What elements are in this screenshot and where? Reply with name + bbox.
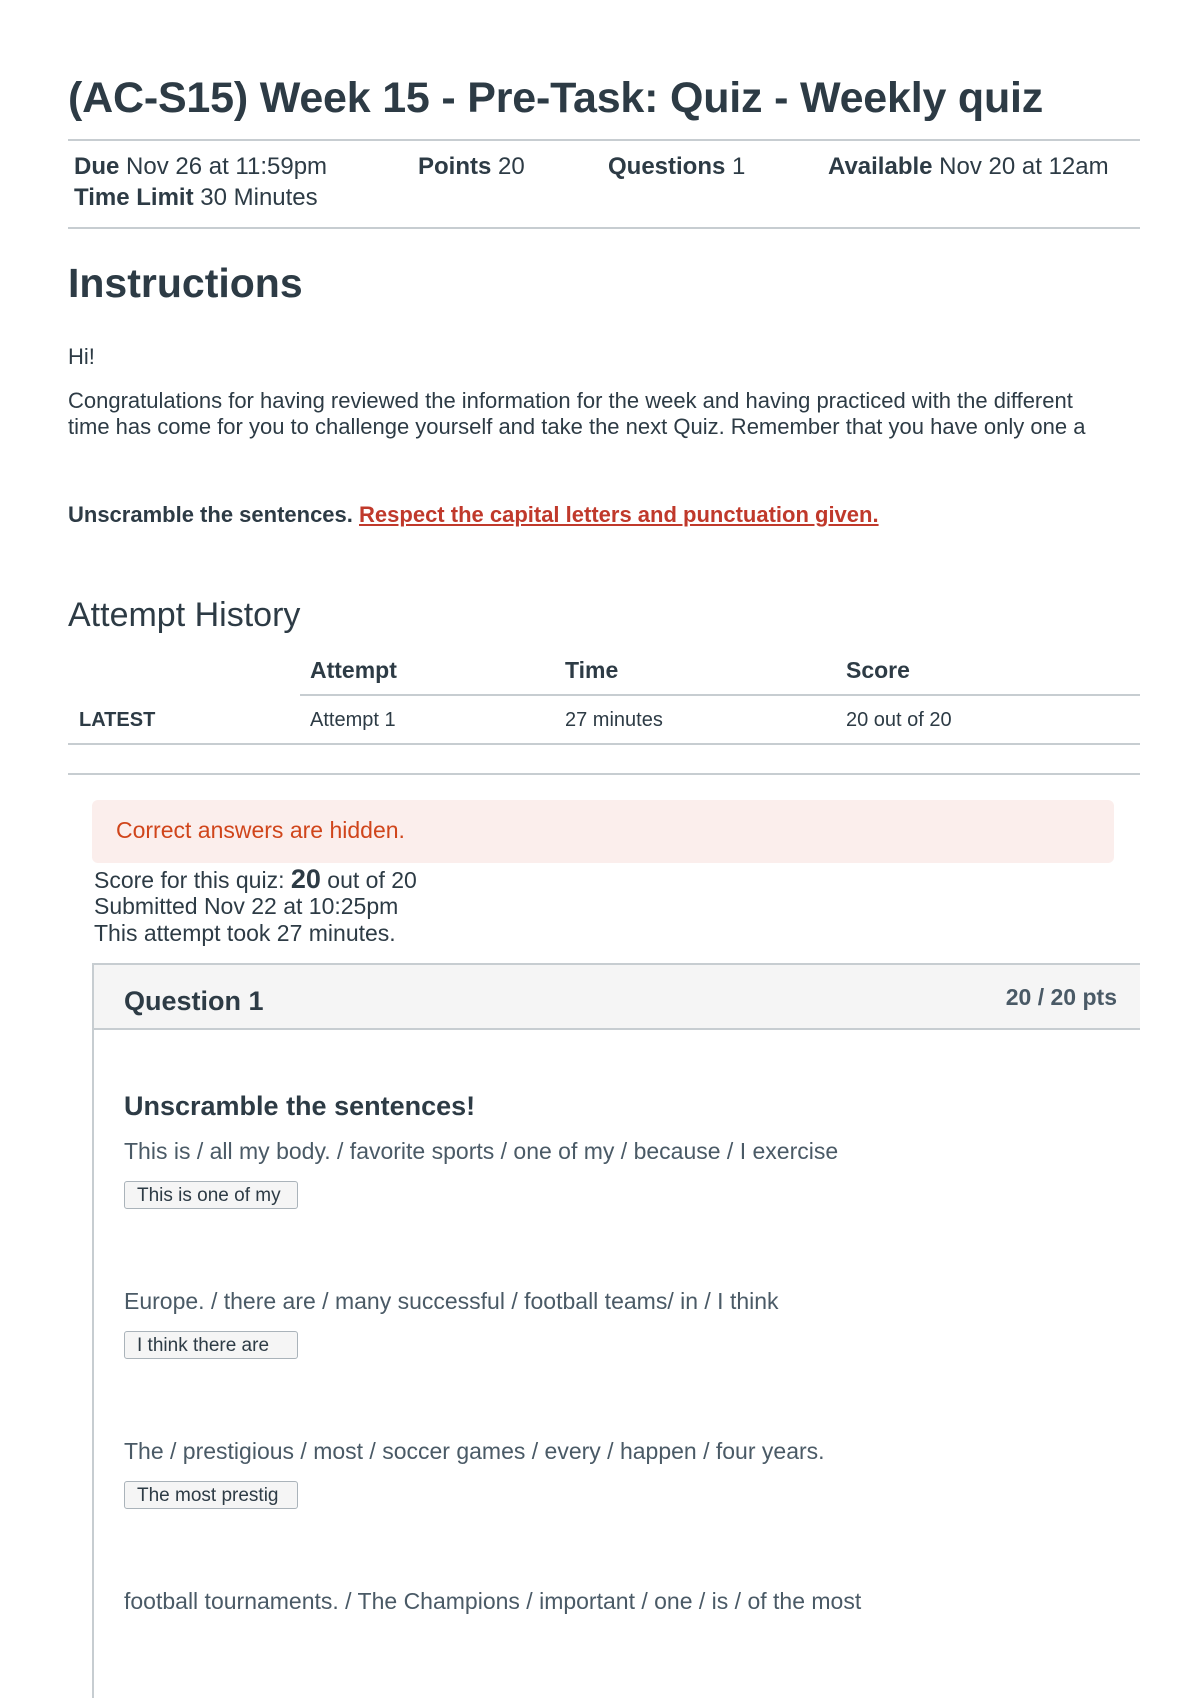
due-date: [74, 153, 327, 181]
column-header-attempt: Attempt: [310, 657, 397, 683]
attempt-duration: This attempt took 27 minutes.: [94, 920, 396, 946]
question-header: [94, 965, 1140, 1030]
questions-label: Questions: [608, 153, 726, 180]
question-card: [92, 963, 1140, 1698]
score-suffix: out of 20: [327, 867, 417, 893]
scramble-prompt-2: Europe. / there are / many successful / football teams/ in / I think: [124, 1288, 779, 1314]
points-value: 20: [498, 153, 525, 180]
hidden-answers-alert: [92, 800, 1114, 863]
answer-text-1: This is one of my: [137, 1185, 281, 1206]
question-title: Question 1: [124, 986, 264, 1016]
unscramble-red-note: Respect the capital letters and punctuation given.: [359, 502, 879, 527]
answer-text-2: I think there are: [137, 1335, 270, 1356]
alert-text: Correct answers are hidden.: [116, 817, 405, 843]
title-divider: [68, 139, 1140, 141]
score-prefix: Score for this quiz:: [94, 867, 285, 893]
submitted-date: Submitted Nov 22 at 10:25pm: [94, 893, 399, 919]
points-label: Points: [418, 153, 492, 180]
meta-divider: [68, 227, 1140, 229]
section-divider: [68, 773, 1140, 775]
greeting-text: Hi!: [68, 344, 95, 369]
question-points: 20 / 20 pts: [1005, 984, 1117, 1010]
scramble-prompt-1: This is / all my body. / favorite sports / one of my / because / I exercise: [124, 1138, 839, 1164]
column-header-time: Time: [565, 657, 619, 683]
table-row-divider: [68, 743, 1140, 745]
attempt-history-heading: Attempt History: [68, 596, 301, 634]
attempt-score: 20 out of 20: [846, 709, 952, 731]
time-limit: [74, 184, 318, 212]
table-header-divider: [300, 694, 1140, 696]
time-limit-value: 30 Minutes: [200, 184, 318, 211]
column-header-score: Score: [846, 657, 910, 683]
page-title: (AC-S15) Week 15 - Pre-Task: Quiz - Weekly quiz: [68, 74, 1044, 122]
instructions-heading: Instructions: [68, 260, 303, 306]
due-value: Nov 26 at 11:59pm: [126, 153, 328, 180]
scramble-prompt-4: football tournaments. / The Champions / important / one / is / of the most: [124, 1588, 862, 1614]
score-value: 20: [290, 864, 321, 894]
questions-value: 1: [732, 153, 746, 180]
scramble-prompt-3: The / prestigious / most / soccer games / every / happen / four years.: [124, 1438, 825, 1464]
attempt-time: 27 minutes: [565, 709, 663, 731]
available-value: Nov 20 at 12am: [939, 153, 1109, 180]
unscramble-note: [68, 502, 879, 528]
answer-input-2[interactable]: [124, 1331, 298, 1359]
answer-input-3[interactable]: [124, 1481, 298, 1509]
instructions-line-1: Congratulations for having reviewed the information for the week and having practiced with the different: [68, 388, 1073, 413]
quiz-score: [94, 864, 417, 895]
answer-input-1[interactable]: [124, 1181, 298, 1209]
available-label: Available: [828, 153, 933, 180]
questions-count: [608, 153, 745, 181]
points: [418, 153, 525, 181]
instructions-line-2: time has come for you to challenge yourself and take the next Quiz. Remember that you have only one a: [68, 414, 1086, 439]
question-heading: Unscramble the sentences!: [124, 1091, 476, 1121]
unscramble-bold: Unscramble the sentences.: [68, 502, 353, 527]
quiz-page: [68, 0, 1140, 1698]
latest-tag: LATEST: [79, 709, 156, 731]
answer-text-3: The most prestig: [137, 1485, 279, 1506]
due-label: Due: [74, 153, 120, 180]
attempt-link[interactable]: Attempt 1: [310, 709, 396, 731]
time-limit-label: Time Limit: [74, 184, 194, 211]
available-date: [828, 153, 1109, 181]
